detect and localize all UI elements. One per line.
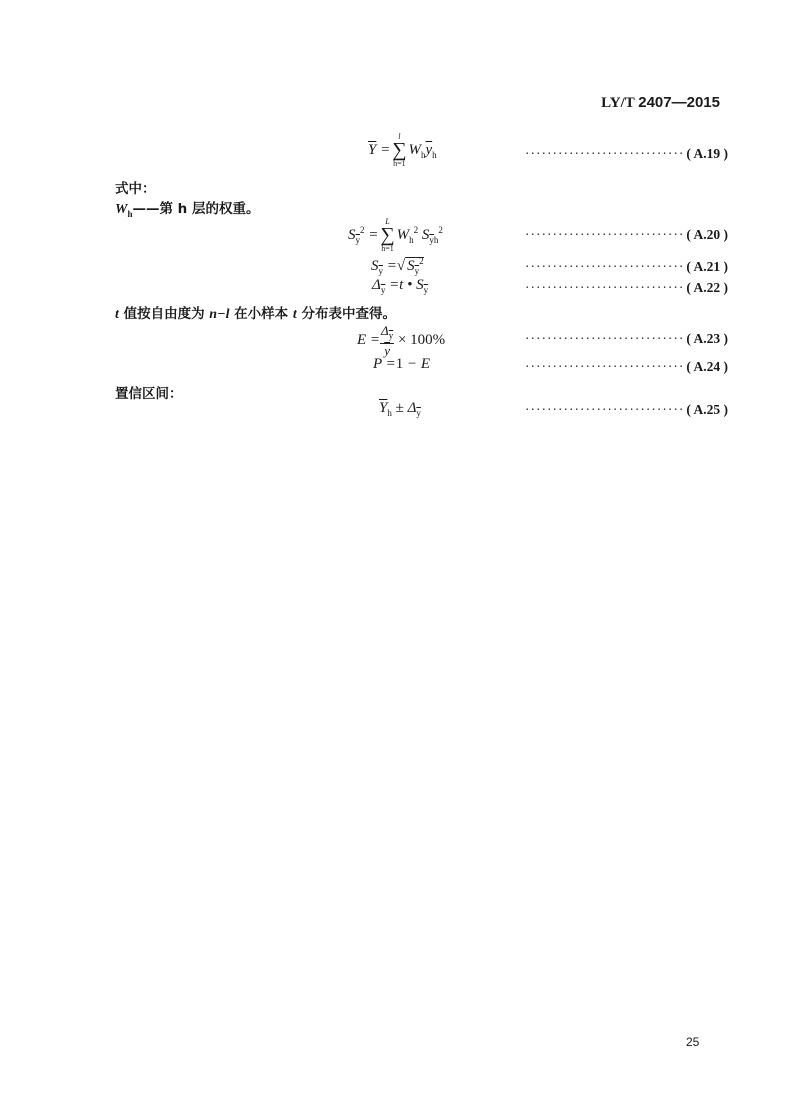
equation-label: ( A.23 ) xyxy=(686,331,728,346)
fraction: $\frac{\Delta_{\overline{y}}}{y}$ xyxy=(381,323,394,358)
equation-number-a23: ····························· ( A.23 ) xyxy=(525,331,728,346)
equation-label: ( A.22 ) xyxy=(686,280,728,295)
equation-number-a24: ····························· ( A.24 ) xyxy=(525,359,728,374)
equation-label: ( A.25 ) xyxy=(686,402,728,417)
t-value-note: t 值按自由度为 n−l 在小样本 t 分布表中查得。 xyxy=(115,306,396,322)
equation-number-a21: ····························· ( A.21 ) xyxy=(525,259,728,274)
equation-a24: P =1 − E xyxy=(373,356,431,372)
confidence-interval-label: 置信区间： xyxy=(115,386,183,402)
standard-code-header xyxy=(0,94,720,112)
equation-number-a19: ····························· ( A.19 ) xyxy=(525,146,728,161)
equation-number-a22: ····························· ( A.22 ) xyxy=(525,280,728,295)
equation-a19: $\overline{Y}$ = l ∑ h=1 $W_h\overline{y}_h$ xyxy=(368,132,437,168)
equation-label: ( A.19 ) xyxy=(686,146,728,161)
sum-symbol: l ∑ h=1 xyxy=(392,132,407,168)
equation-number-a20: ····························· ( A.20 ) xyxy=(525,227,728,242)
equation-label: ( A.24 ) xyxy=(686,359,728,374)
equation-number-a25: ····························· ( A.25 ) xyxy=(525,402,728,417)
standard-prefix: LY/T xyxy=(601,95,635,111)
equation-a25: $\overline{Y}_h \pm \Delta_{\overline{y}}$ xyxy=(379,400,421,418)
page-number: 25 xyxy=(686,1035,700,1049)
standard-number: 2407—2015 xyxy=(638,94,720,111)
equation-label: ( A.20 ) xyxy=(686,227,728,242)
equation-a23: E = $\frac{\Delta_{\overline{y}}}{y}$ × 100% xyxy=(357,323,446,358)
equation-label: ( A.21 ) xyxy=(686,259,728,274)
equation-a22: $\Delta_{\overline{y}} =t$ • $S_{\overline{y}}$ xyxy=(372,277,429,295)
sum-symbol: L ∑ h=1 xyxy=(380,217,395,253)
equation-a21: $S_{\overline{y}}$ =√ $S_{\overline{y}}^2$ xyxy=(371,256,424,276)
equation-a20: $S_{\overline{y}}^2$ = L ∑ h=1 $W_h^2$ $S_{\overline{y}h}^2$ xyxy=(348,217,443,253)
wh-definition: $W_h——$第 h 层的权重。 xyxy=(115,201,260,219)
where-label: 式中： xyxy=(115,181,156,197)
